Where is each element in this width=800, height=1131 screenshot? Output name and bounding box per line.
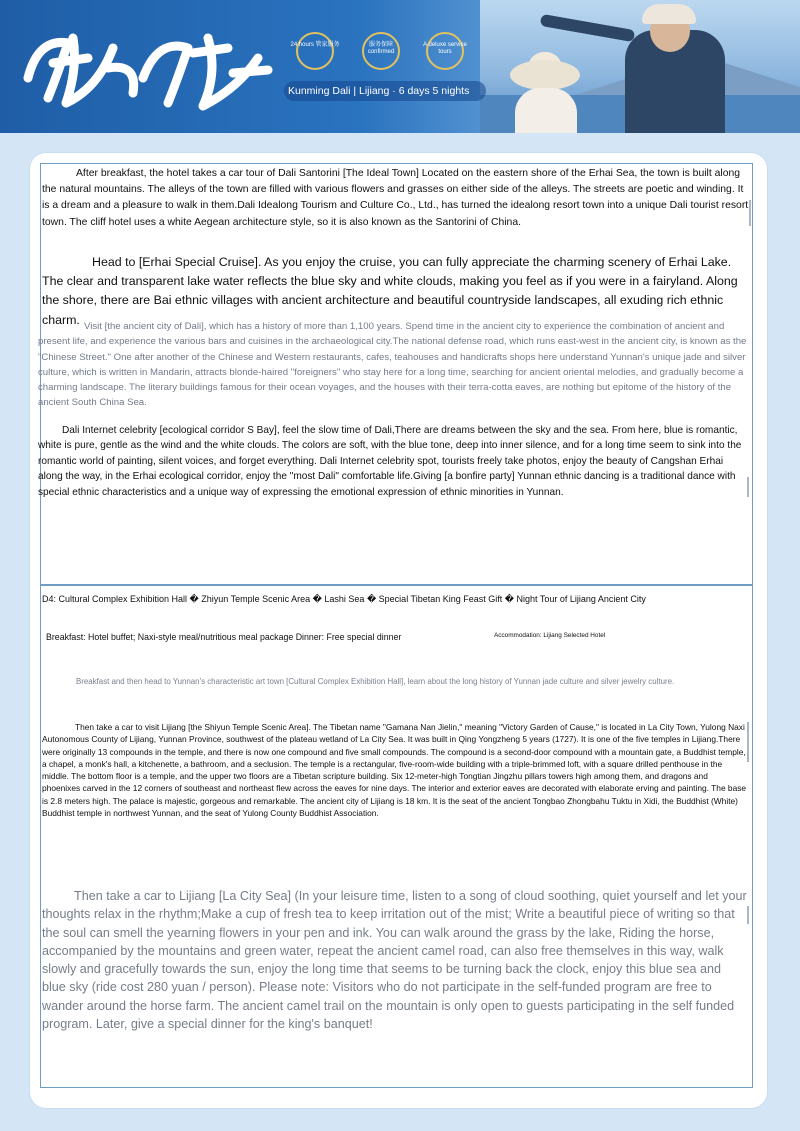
hat-brim xyxy=(510,60,580,90)
breakfast-line: Breakfast and then head to Yunnan's characteristic art town [Cultural Complex Exhibition Hall], learn about the long history of Yunnan jade culture and silver jewelry culture. xyxy=(76,677,675,686)
brand-logo xyxy=(18,18,278,113)
traveler-figure-1 xyxy=(515,88,577,133)
laurel-icon xyxy=(296,32,334,70)
badge-text: A deluxe service tours xyxy=(423,42,467,55)
tour-subtitle: Kunming Dali | Lijiang · 6 days 5 nights xyxy=(284,81,486,101)
santorini-paragraph: After breakfast, the hotel takes a car tour of Dali Santorini [The Ideal Town] Located on the eastern shore of the Erhai Sea, the town is built along the natural mountains. The alleys of the town are filled with various flowers and grasses on either side of the alleys. The streets are poetic and winding. It is a dream and a pleasure to walk in them.Dali Idealong Tourism and Culture Co., Ltd., has turned the idealong resort town into a unique Dali tourist resort town. The cliff hotel uses a white Aegean architecture style, so it is also known as the Santorini of China. xyxy=(42,168,749,228)
badge-1 xyxy=(290,30,340,72)
s-bay-paragraph: Dali Internet celebrity [ecological corridor S Bay], feel the slow time of Dali,There are dreams between the sky and the sea. From here, blue is romantic, white is pure, gentle as the wind and the white clouds. The colors are soft, with the blue tone, deep into inner silence, and for a long time seem to sink into the romantic world of painting, silent voices, and forget everything. Dali Internet celebrity spot, tourists freely take photos, enjoy the beauty of Cangshan Erhai along the way, in the Erhai ecological corridor, enjoy the "most Dali" comfortable life.Giving [a bonfire party] Yunnan ethnic dancing is a traditional dance with special ethnic characteristics and a unique way of expressing the emotional expression of ethnic minorities in Yunnan. xyxy=(38,425,742,498)
badge-2 xyxy=(356,30,406,72)
traveler-cap xyxy=(642,4,696,24)
shiyun-temple-paragraph: Then take a car to visit Lijiang [the Shiyun Temple Scenic Area]. The Tibetan name "Gamana Nan Jielin," meaning "Victory Garden of Cause," is located in La City Town, Yulong Naxi Autonomous County of Lijiang, Yunnan Province, southwest of the plateau wetland of La City Sea. It was built in Qing Yongzheng 5 years (1727). It is one of the five temples in Lijiang.There were originally 13 compounds in the temple, and there is now one compound and five small compounds. The compound is a second-door compound with a mountain gate, a Buddhist temple, a chapel, a monk's hall, a kitchenette, a bathroom, and a seclusion. The temple is a rectangular, five-room-wide building with a triple-brimmed loft, with a square drilled penthouse in the middle. The bottom floor is a temple, and the upper two floors are a Tibetan scripture building. Six 12-meter-high Tongtian Jingzhu pillars towers high among them, and dragons and phoenixes carved in the 12 corners of southeast and northeast flew across the eaves for nine days. The interior and exterior eaves are decorated with elaborate erving and painting. The base is 2.8 meters high. The palace is majestic, gorgeous and remarkable. The ancient city of Lijiang is 18 km. It is the seat of the ancient Tongbao Zhongbahu Tuktu in Xidi, the Buddhist (White) Buddhist temple in northwest Yunnan, and the seat of Yulong County Buddhist Association. xyxy=(42,722,747,819)
erhai-cruise-paragraph: Head to [Erhai Special Cruise]. As you enjoy the cruise, you can fully appreciate the charming scenery of Erhai Lake. The clear and transparent lake water reflects the blue sky and white clouds, making you feel as if you were in a fairyland. Along the shore, there are Bai ethnic villages with ancient architecture and beautiful countryside landscapes, all exuding rich ethnic charm. xyxy=(42,255,738,327)
header-banner xyxy=(0,0,800,133)
text-box-edge-mark xyxy=(749,200,751,226)
dali-ancient-city-paragraph: Visit [the ancient city of Dali], which has a history of more than 1,100 years. Spend time in the ancient city to experience the combination of ancient and present life, and experience the various bars and cuisines in the archaeological city.The national defense road, which runs east-west in the ancient city, is known as the "Chinese Street." One after another of the Chinese and Western restaurants, cafes, teahouses and handicrafts shops here understand Yunnan's unique jade and silver culture, which is written in Mandarin, attracts blonde-haired "foreigners" who stay here for a long time, searching for ancient oriental melodies, and gradually become a charming landscape. The literary buildings famous for their ocean voyages, and the houses with their terra-cotta eaves, are nothing but epitome of the history of the ancient South China Sea. xyxy=(38,321,747,409)
badge-text: 24 hours 管家服务 xyxy=(290,42,340,48)
brand-logo-calligraphy xyxy=(18,18,278,113)
day4-title: D4: Cultural Complex Exhibition Hall � Zhiyun Temple Scenic Area � Lashi Sea � Special Tibetan King Feast Gift � Night Tour of Lijiang Ancient City xyxy=(42,594,646,604)
accommodation-info: Accommodation: Lijiang Selected Hotel xyxy=(494,632,606,639)
text-box-edge-mark xyxy=(747,477,749,497)
la-city-sea-paragraph: Then take a car to Lijiang [La City Sea] (In your leisure time, listen to a song of cloud soothing, quiet yourself and let your thoughts relax in the rhythm;Make a cup of fresh tea to keep irritation out of the mist; Write a beautiful piece of writing so that the soul can smell the yearning flowers in your pen and ink. You can walk around the grass by the lake, Riding the horse, accompanied by the mountains and green water, repeat the ancient camel road, can also free themselves in this way, walk slowly and gracefully towards the sun, enjoy the long time that seems to be turning back the clock, enjoy this blue sea and blue sky (ride cost 280 yuan / person). Please note: Visitors who do not participate in the self-funded program are free to wander around the horse farm. The ancient camel trail on the mountain is only open to guests participating in the self funded program. Later, give a special dinner for the king's banquet! xyxy=(42,889,747,1032)
badge-text: 服务保障 confirmed xyxy=(367,42,395,55)
text-box-edge-mark xyxy=(747,722,749,762)
meals-info: Breakfast: Hotel buffet; Naxi-style meal/nutritious meal package Dinner: Free special dinner xyxy=(46,632,402,642)
text-box-edge-mark xyxy=(747,906,749,924)
badge-3 xyxy=(420,30,470,72)
